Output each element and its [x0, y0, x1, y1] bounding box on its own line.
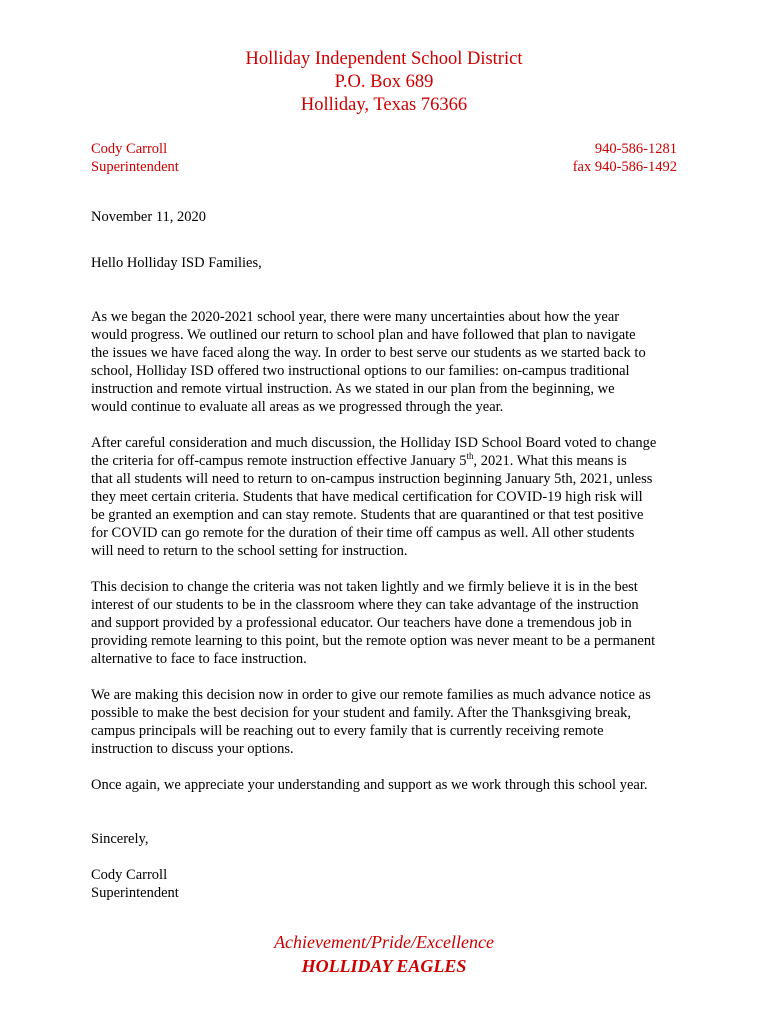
letter-greeting: Hello Holliday ISD Families,: [91, 255, 262, 271]
paragraph-line: This decision to change the criteria was not taken lightly and we firmly believe it is in the best: [91, 579, 638, 595]
signature-block: [91, 866, 691, 902]
letter-footer: [0, 930, 768, 978]
letter-body: [91, 208, 691, 902]
city-state-zip: Holliday, Texas 76366: [300, 95, 468, 115]
paragraph-line: they meet certain criteria. Students that have medical certification for COVID-19 high risk will: [91, 489, 643, 505]
contact-right: [573, 140, 677, 176]
paragraph-line: school, Holliday ISD offered two instructional options to our families: on-campus traditional: [91, 363, 630, 379]
paragraph-3: [91, 578, 691, 668]
paragraph-line: instruction to discuss your options.: [91, 741, 294, 757]
letter-date: November 11, 2020: [91, 209, 207, 225]
paragraph-line: interest of our students to be in the classroom where they can take advantage of the instruction: [91, 597, 639, 613]
paragraph-line-with-date: [91, 452, 691, 470]
text-fragment: the criteria for off-campus remote instruction effective January 5: [91, 453, 467, 469]
contact-left: [91, 140, 179, 176]
paragraph-line: instruction and remote virtual instruction. As we stated in our plan from the beginning, we: [91, 381, 615, 397]
paragraph-line: will need to return to the school setting for instruction.: [91, 543, 408, 559]
footer-motto: Achievement/Pride/Excellence: [274, 932, 494, 952]
paragraph-2: [91, 434, 691, 560]
signer-name: Cody Carroll: [91, 867, 168, 883]
paragraph-line: would continue to evaluate all areas as we progressed through the year.: [91, 399, 504, 415]
paragraph-1: [91, 308, 691, 416]
district-name: Holliday Independent School District: [245, 49, 523, 69]
contact-fax: fax 940-586-1492: [572, 159, 677, 175]
paragraph-line: We are making this decision now in order to give our remote families as much advance notice as: [91, 687, 651, 703]
paragraph-line: the issues we have faced along the way. In order to best serve our students as we started back to: [91, 345, 646, 361]
paragraph-line: After careful consideration and much discussion, the Holliday ISD School Board voted to change: [91, 435, 657, 451]
paragraph-4: [91, 686, 691, 758]
paragraph-line: that all students will need to return to on-campus instruction beginning January 5th, 2021, unless: [91, 471, 653, 487]
paragraph-5: [91, 776, 691, 794]
paragraph-line: Once again, we appreciate your understanding and support as we work through this school year.: [91, 777, 648, 793]
paragraph-line: and support provided by a professional educator. Our teachers have done a tremendous job in: [91, 615, 632, 631]
letterhead: [0, 48, 768, 117]
po-box: P.O. Box 689: [334, 72, 434, 92]
paragraph-line: possible to make the best decision for your student and family. After the Thanksgiving break,: [91, 705, 632, 721]
paragraph-line: campus principals will be reaching out to every family that is currently receiving remote: [91, 723, 604, 739]
contact-title: Superintendent: [91, 159, 179, 175]
paragraph-line: for COVID can go remote for the duration of their time off campus as well. All other students: [91, 525, 635, 541]
closing: Sincerely,: [91, 831, 149, 847]
text-fragment: , 2021. What this means is: [473, 453, 627, 469]
paragraph-line: providing remote learning to this point, but the remote option was never meant to be a permanent: [91, 633, 656, 649]
paragraph-line: alternative to face to face instruction.: [91, 651, 307, 667]
paragraph-line: As we began the 2020-2021 school year, there were many uncertainties about how the year: [91, 309, 620, 325]
ordinal-suffix: th: [466, 451, 474, 462]
contact-name: Cody Carroll: [91, 141, 168, 157]
signer-title: Superintendent: [91, 885, 179, 901]
footer-mascot: HOLLIDAY EAGLES: [301, 956, 467, 976]
paragraph-line: be granted an exemption and can stay remote. Students that are quarantined or that test positive: [91, 507, 644, 523]
paragraph-line: would progress. We outlined our return to school plan and have followed that plan to navigate: [91, 327, 636, 343]
contact-phone: 940-586-1281: [594, 141, 677, 157]
